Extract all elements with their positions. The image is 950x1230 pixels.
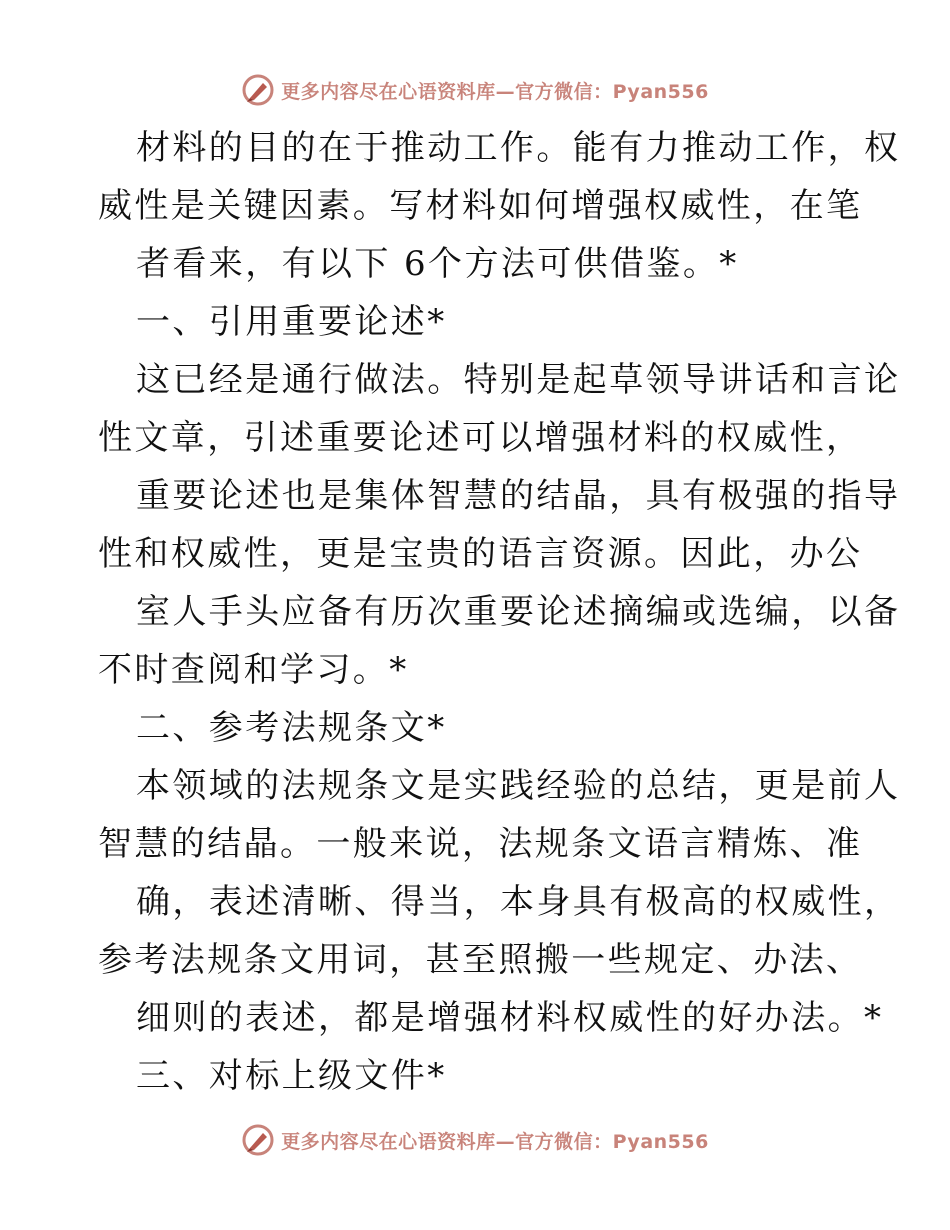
watermark-text: 更多内容尽在心语资料库—官方微信：Pyan556 bbox=[281, 1130, 709, 1153]
body-line: 性文章，引述重要论述可以增强材料的权威性， bbox=[98, 418, 863, 458]
body-line: 重要论述也是集体智慧的结晶，具有极强的指导 bbox=[136, 476, 901, 516]
pen-nib-logo-icon bbox=[241, 73, 275, 107]
watermark-text: 更多内容尽在心语资料库—官方微信：Pyan556 bbox=[281, 80, 709, 103]
body-line: 室人手头应备有历次重要论述摘编或选编，以备 bbox=[136, 592, 901, 632]
footer-watermark bbox=[0, 1120, 950, 1160]
body-line: 本领域的法规条文是实践经验的总结，更是前人 bbox=[136, 766, 901, 806]
section-heading: 一、引用重要论述* bbox=[136, 302, 447, 342]
section-heading: 二、参考法规条文* bbox=[136, 708, 447, 748]
body-line: 参考法规条文用词，甚至照搬一些规定、办法、 bbox=[98, 940, 863, 980]
body-line: 威性是关键因素。写材料如何增强权威性，在笔 bbox=[98, 186, 863, 226]
body-line: 材料的目的在于推动工作。能有力推动工作，权 bbox=[136, 128, 901, 168]
body-line: 性和权威性，更是宝贵的语言资源。因此，办公 bbox=[98, 534, 863, 574]
body-line: 细则的表述，都是增强材料权威性的好办法。* bbox=[136, 998, 884, 1038]
body-line: 确，表述清晰、得当，本身具有极高的权威性， bbox=[136, 882, 901, 922]
body-line: 不时查阅和学习。* bbox=[98, 650, 409, 690]
body-line: 智慧的结晶。一般来说，法规条文语言精炼、准 bbox=[98, 824, 863, 864]
header-watermark bbox=[0, 70, 950, 110]
pen-nib-logo-icon bbox=[241, 1123, 275, 1157]
body-line: 这已经是通行做法。特别是起草领导讲话和言论 bbox=[136, 360, 901, 400]
section-heading: 三、对标上级文件* bbox=[136, 1056, 447, 1096]
body-line: 者看来，有以下 6个方法可供借鉴。* bbox=[136, 244, 739, 284]
